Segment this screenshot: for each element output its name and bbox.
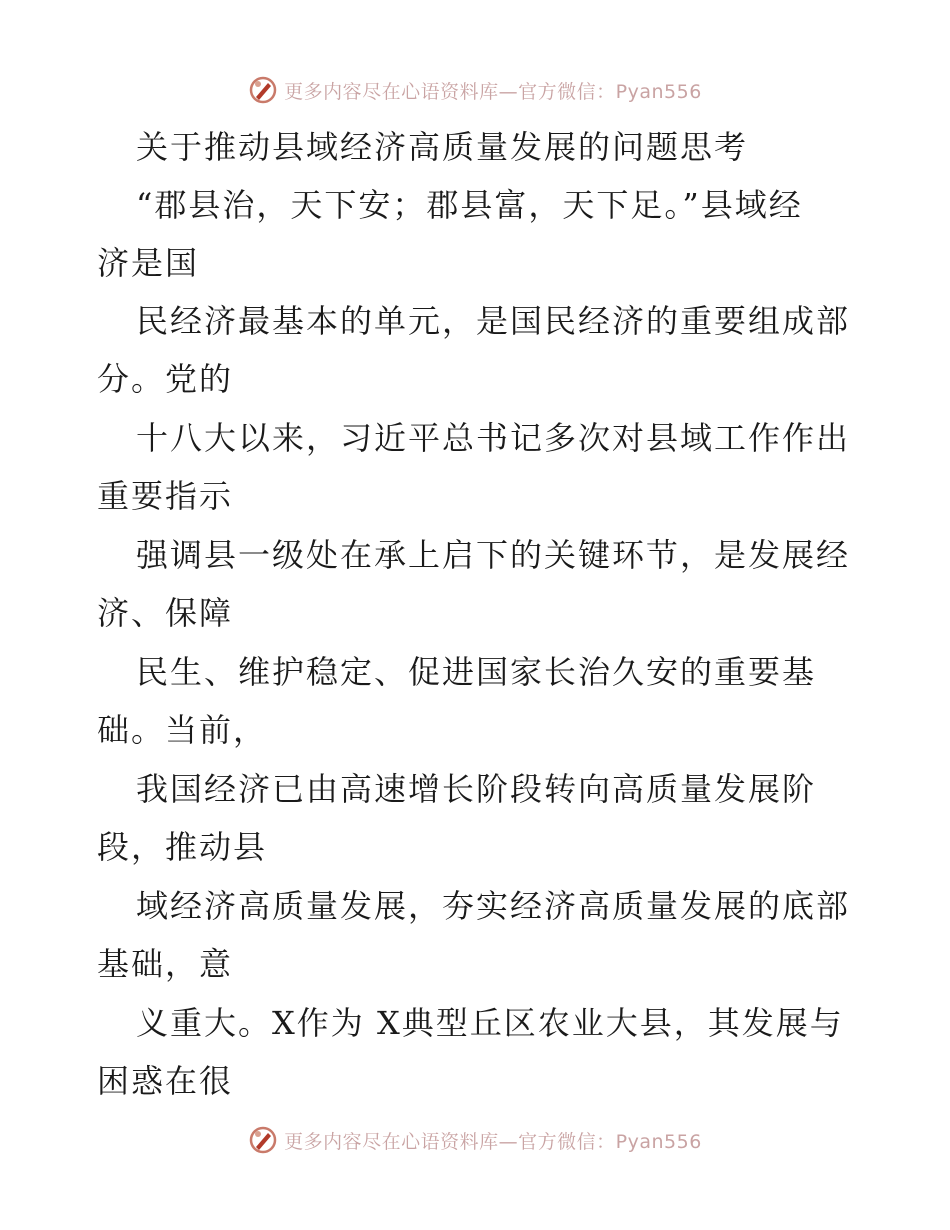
body-line: 济是国 xyxy=(97,244,200,282)
body-line: 民经济最基本的单元，是国民经济的重要组成部 xyxy=(136,302,851,340)
body-line: 义重大。X作为 X典型丘区农业大县，其发展与 xyxy=(136,1004,844,1042)
body-line: “郡县治，天下安；郡县富，天下足。”县域经 xyxy=(136,186,803,224)
body-line: 济、保障 xyxy=(97,594,234,632)
footer-watermark xyxy=(0,1122,950,1158)
body-line: 分。党的 xyxy=(97,360,234,398)
pen-logo-icon xyxy=(248,1125,278,1155)
body-line: 十八大以来，习近平总书记多次对县域工作作出 xyxy=(136,419,851,457)
header-watermark-text: 更多内容尽在心语资料库—官方微信：Pyan556 xyxy=(284,80,702,103)
pen-logo-icon xyxy=(248,75,278,105)
footer-watermark-text: 更多内容尽在心语资料库—官方微信：Pyan556 xyxy=(284,1130,702,1153)
body-line: 强调县一级处在承上启下的关键环节，是发展经 xyxy=(136,536,851,574)
document-title: 关于推动县域经济高质量发展的问题思考 xyxy=(136,128,749,166)
body-line: 重要指示 xyxy=(97,477,234,515)
header-watermark xyxy=(0,72,950,108)
body-line: 域经济高质量发展，夯实经济高质量发展的底部 xyxy=(136,887,851,925)
body-line: 基础，意 xyxy=(97,945,234,983)
body-line: 民生、维护稳定、促进国家长治久安的重要基 xyxy=(136,653,817,691)
body-line: 我国经济已由高速增长阶段转向高质量发展阶 xyxy=(136,770,817,808)
body-line: 段，推动县 xyxy=(97,828,268,866)
body-line: 础。当前， xyxy=(97,711,268,749)
body-line: 困惑在很 xyxy=(97,1062,234,1100)
